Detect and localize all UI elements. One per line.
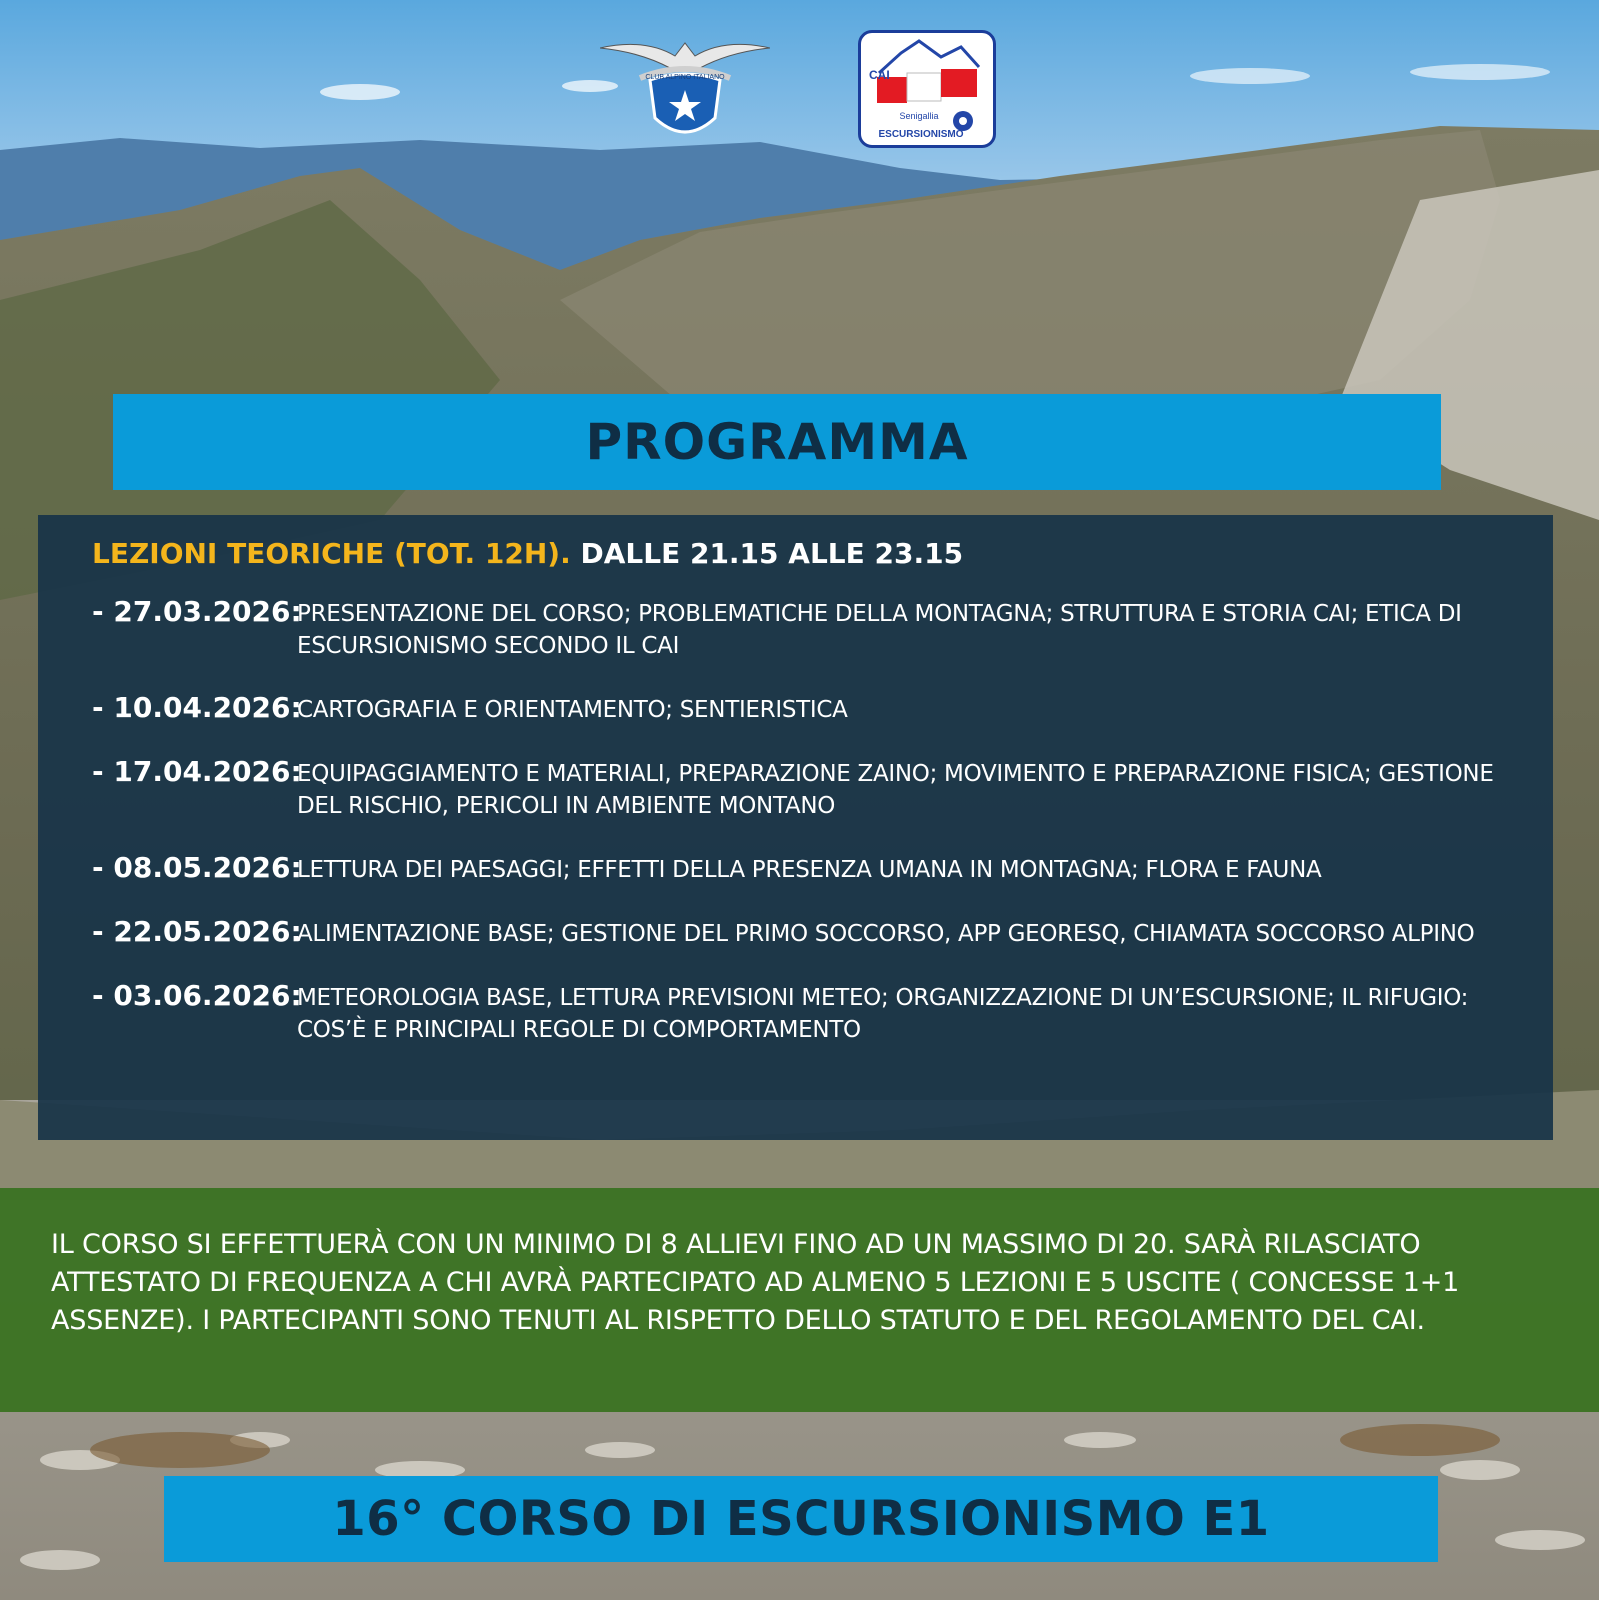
- lesson-date: - 17.04.2026:: [92, 755, 302, 788]
- lessons-list: [92, 596, 1553, 1046]
- lesson-date: - 27.03.2026:: [92, 595, 302, 628]
- programma-title: PROGRAMMA: [585, 413, 969, 471]
- cai-club-logo-text: CLUB ALPINO ITALIANO: [645, 74, 725, 81]
- lessons-heading-highlight: LEZIONI TEORICHE (TOT. 12H).: [92, 537, 571, 570]
- lesson-item: [92, 916, 1553, 950]
- cai-senigallia-escursionismo-logo-icon: [861, 33, 993, 145]
- course-title-banner: [164, 1476, 1438, 1562]
- lesson-topics: ALIMENTAZIONE BASE; GESTIONE DEL PRIMO SOCCORSO, APP GEORESQ, CHIAMATA SOCCORSO ALPINO: [297, 921, 1475, 947]
- lesson-topics: METEOROLOGIA BASE, LETTURA PREVISIONI METEO; ORGANIZZAZIONE DI UN’ESCURSIONE; IL RIFUGIO: COS’È E PRINCIPALI REGOLE DI COMPORTAMENTO: [297, 985, 1469, 1043]
- cai-club-logo: [600, 38, 770, 150]
- course-title: 16° CORSO DI ESCURSIONISMO E1: [332, 1491, 1270, 1547]
- lessons-panel: [38, 515, 1553, 1140]
- programma-banner: [113, 394, 1441, 490]
- lesson-item: [92, 756, 1553, 822]
- lesson-date: - 03.06.2026:: [92, 979, 302, 1012]
- lesson-date: - 10.04.2026:: [92, 691, 302, 724]
- lessons-heading-time: DALLE 21.15 ALLE 23.15: [580, 537, 964, 570]
- lesson-topics: PRESENTAZIONE DEL CORSO; PROBLEMATICHE DELLA MONTAGNA; STRUTTURA E STORIA CAI; ETICA DI ESCURSIONISMO SECONDO IL CAI: [297, 601, 1462, 659]
- cai-logo-label: CAI: [869, 68, 890, 82]
- escursionismo-logo-label: ESCURSIONISMO: [878, 129, 964, 140]
- lesson-date: - 08.05.2026:: [92, 851, 302, 884]
- lesson-item: [92, 596, 1553, 662]
- senigallia-logo-label: Senigallia: [899, 111, 939, 121]
- lesson-topics: EQUIPAGGIAMENTO E MATERIALI, PREPARAZIONE ZAINO; MOVIMENTO E PREPARAZIONE FISICA; GESTIONE DEL RISCHIO, PERICOLI IN AMBIENTE MONTANO: [297, 761, 1494, 819]
- lesson-topics: CARTOGRAFIA E ORIENTAMENTO; SENTIERISTICA: [297, 697, 848, 723]
- cai-eagle-star-emblem-icon: [600, 38, 770, 150]
- lesson-topics: LETTURA DEI PAESAGGI; EFFETTI DELLA PRESENZA UMANA IN MONTAGNA; FLORA E FAUNA: [297, 857, 1322, 883]
- course-info-band: [0, 1188, 1599, 1412]
- lesson-item: [92, 980, 1553, 1046]
- lesson-item: [92, 692, 1553, 726]
- lesson-date: - 22.05.2026:: [92, 915, 302, 948]
- course-info-text: IL CORSO SI EFFETTUERÀ CON UN MINIMO DI 8 ALLIEVI FINO AD UN MASSIMO DI 20. SARÀ RILASCIATO ATTESTATO DI FREQUENZA A CHI AVRÀ PARTECIPATO AD ALMENO 5 LEZIONI E 5 USCITE ( CONCESSE 1+1 ASSENZE). I PARTECIPANTI SONO TENUTI AL RISPETTO DELLO STATUTO E DEL REGOLAMENTO DEL CAI.: [51, 1229, 1460, 1336]
- cai-escursionismo-logo: [858, 30, 996, 148]
- lessons-heading: [92, 537, 1553, 570]
- lesson-item: [92, 852, 1553, 886]
